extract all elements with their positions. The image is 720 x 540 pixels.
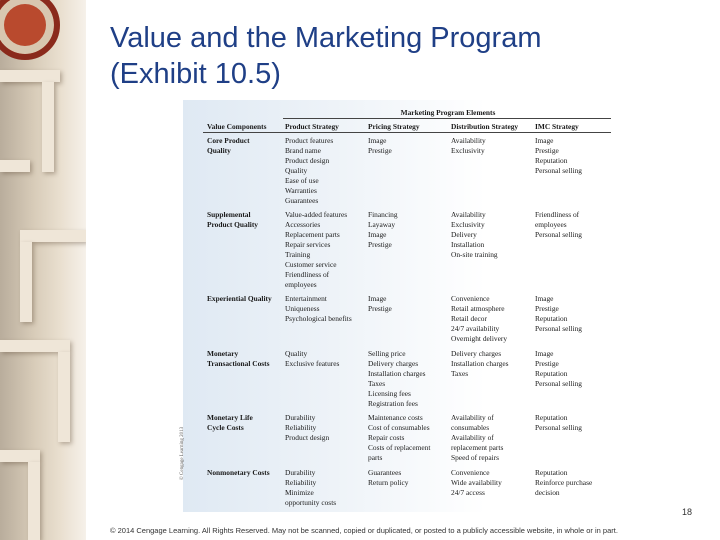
distribution-cell: Availability of consumables Availability of replacement parts Speed of repairs: [451, 413, 504, 462]
row-label: Experiential Quality: [207, 294, 272, 303]
distribution-cell: Convenience Retail atmosphere Retail decor 24/7 availability Overnight delivery: [451, 294, 508, 343]
maze-wall: [0, 450, 40, 462]
product-cell: Product features Brand name Product design Quality Ease of use Warranties Guarantees: [285, 136, 334, 205]
group-header: Marketing Program Elements: [400, 108, 496, 117]
red-ball-decoration: [0, 0, 60, 60]
copyright-footer: © 2014 Cengage Learning. All Rights Reserved. May not be scanned, copied or duplicated, or posted to a publicly accessible website, in whole or in part.: [110, 526, 618, 535]
imc-cell: Image Prestige Reputation Personal selling: [535, 136, 583, 175]
column-header-pricing-strategy: Pricing Strategy: [368, 122, 420, 131]
maze-wall: [28, 462, 40, 540]
imc-cell: Friendliness of employees Personal selling: [535, 210, 583, 239]
maze-wall: [20, 242, 32, 322]
title-line-2: (Exhibit 10.5): [110, 58, 281, 90]
slide-title: [110, 20, 710, 92]
row-label: Monetary Transactional Costs: [207, 349, 270, 368]
pricing-cell: Financing Layaway Image Prestige: [368, 210, 398, 249]
product-cell: Durability Reliability Minimize opportunity costs: [285, 468, 337, 507]
distribution-cell: Convenience Wide availability 24/7 access: [451, 468, 502, 497]
product-cell: Quality Exclusive features: [285, 349, 340, 368]
pricing-cell: Selling price Delivery charges Installation charges Taxes Licensing fees Registration fees: [368, 349, 426, 408]
title-line-1: Value and the Marketing Program: [110, 22, 542, 54]
imc-cell: Reputation Personal selling: [535, 413, 583, 432]
maze-wall: [0, 70, 60, 82]
exhibit-table: [180, 100, 615, 512]
row-label: Core Product Quality: [207, 136, 250, 155]
distribution-cell: Delivery charges Installation charges Taxes: [451, 349, 509, 378]
column-header-product-strategy: Product Strategy: [285, 122, 339, 131]
maze-wall: [0, 160, 30, 172]
imc-cell: Image Prestige Reputation Personal selling: [535, 349, 583, 388]
product-cell: Entertainment Uniqueness Psychological benefits: [285, 294, 352, 323]
group-header-rule: [283, 118, 611, 119]
column-header-imc-strategy: IMC Strategy: [535, 122, 579, 131]
product-cell: Durability Reliability Product design: [285, 413, 330, 442]
imc-cell: Image Prestige Reputation Personal selling: [535, 294, 583, 333]
pricing-cell: Image Prestige: [368, 294, 392, 313]
imc-cell: Reputation Reinforce purchase decision: [535, 468, 593, 497]
row-label: Nonmonetary Costs: [207, 468, 270, 477]
row-label: Monetary Life Cycle Costs: [207, 413, 253, 432]
pricing-cell: Image Prestige: [368, 136, 392, 155]
distribution-cell: Availability Exclusivity Delivery Installation On-site training: [451, 210, 498, 259]
maze-wall: [0, 340, 70, 352]
maze-wall: [20, 230, 86, 242]
row-label: Supplemental Product Quality: [207, 210, 258, 229]
product-cell: Value-added features Accessories Replacement parts Repair services Training Customer service Friendliness of employees: [285, 210, 348, 289]
maze-wall: [42, 82, 54, 172]
pricing-cell: Guarantees Return policy: [368, 468, 409, 487]
column-header-distribution-strategy: Distribution Strategy: [451, 122, 519, 131]
pricing-cell: Maintenance costs Cost of consumables Repair costs Costs of replacement parts: [368, 413, 431, 462]
maze-wall: [58, 352, 70, 442]
maze-decoration: [0, 0, 86, 540]
page-number: 18: [682, 507, 693, 517]
credit-text: © Cengage Learning 2013: [180, 426, 185, 480]
column-header-value-components: Value Components: [207, 122, 267, 131]
distribution-cell: Availability Exclusivity: [451, 136, 486, 155]
header-rule: [203, 132, 611, 133]
